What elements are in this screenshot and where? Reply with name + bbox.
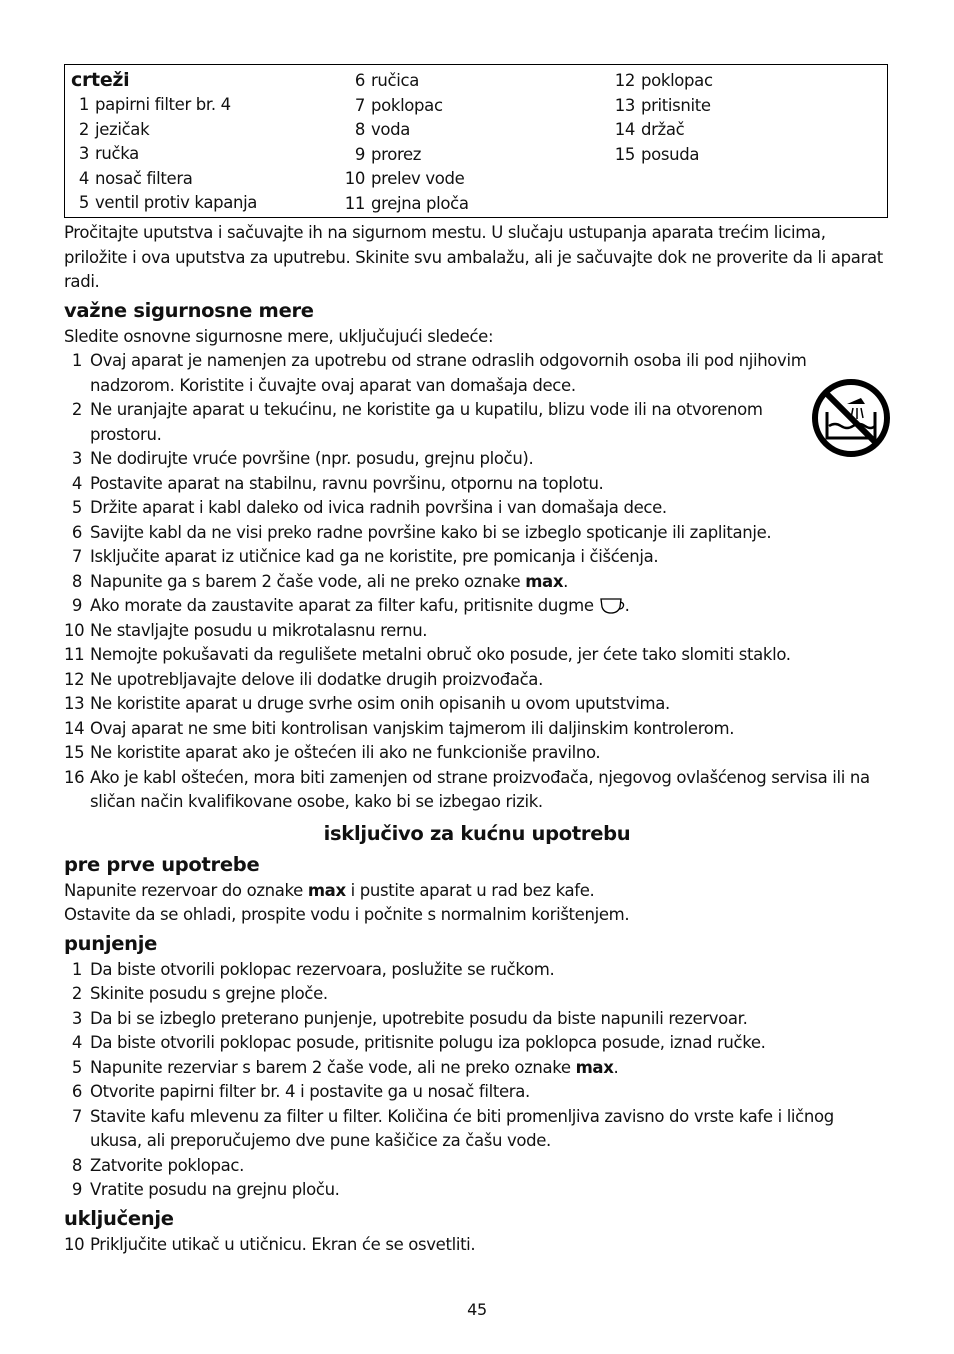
page-number: 45 — [467, 1300, 487, 1319]
part-label: poklopac — [641, 71, 713, 90]
part-number: 2 — [78, 119, 89, 139]
list-item: 3 Da bi se izbeglo preterano punjenje, upotrebite posudu da biste napunili rezervoar. — [71, 1008, 748, 1028]
list-item: 14 Ovaj aparat ne sme biti kontrolisan vanjskim tajmerom ili daljinskim kontrolerom. — [64, 718, 735, 738]
part-item — [341, 69, 469, 94]
part-item — [71, 93, 257, 118]
list-item: 7 Isključite aparat iz utičnice kad ga ne koristite, pre pomicanja i čišćenja. — [71, 547, 659, 566]
list-item: 3 Ne dodirujte vruće površine (npr. posudu, grejnu ploču). — [71, 449, 534, 468]
list-item: 5 Napunite rezerviar s barem 2 čaše vode, ali ne preko oznake max. — [71, 1057, 619, 1077]
parts-column-2 — [341, 69, 469, 216]
part-item — [71, 142, 257, 167]
part-item — [611, 118, 713, 143]
part-label: ručka — [95, 144, 139, 163]
list-item: 1 Ovaj aparat je namenjen za upotrebu od strane odraslih odgovornih osoba ili pod njihovim nadzorom. Koristite i čuvajte ovaj aparat van domašaja dece. — [71, 351, 807, 395]
part-item — [611, 143, 713, 168]
list-item: 4 Da biste otvorili poklopac posude, pritisnite polugu iza poklopca posude, iznad ručke. — [71, 1033, 766, 1052]
part-number: 9 — [354, 144, 365, 164]
part-label: ventil protiv kapanja — [95, 193, 258, 212]
part-label: ručica — [371, 71, 419, 90]
list-item: 6 Otvorite papirni filter br. 4 i postavite ga u nosač filtera. — [71, 1082, 530, 1101]
part-item — [341, 192, 469, 217]
list-item: 5 Držite aparat i kabl daleko od ivica radnih površina i van domašaja dece. — [71, 498, 667, 517]
list-item: 1 Da biste otvorili poklopac rezervoara, poslužite se ručkom. — [71, 959, 555, 979]
part-item — [611, 69, 713, 94]
part-item — [71, 167, 257, 192]
switch-on-heading: uključenje — [64, 1206, 174, 1230]
part-label: posuda — [641, 144, 700, 164]
list-item: 9 Vratite posudu na grejnu ploču. — [71, 1180, 340, 1199]
part-number: 5 — [78, 193, 89, 212]
list-item: 10 Priključite utikač u utičnicu. Ekran će se osvetliti. — [64, 1234, 476, 1254]
first-use-heading: pre prve upotrebe — [64, 852, 260, 876]
part-number: 4 — [78, 168, 89, 188]
part-label: pritisnite — [641, 95, 711, 115]
safety-lead: Sledite osnovne sigurnosne mere, uključujući sledeće: — [64, 326, 494, 346]
parts-column-3 — [611, 69, 713, 167]
safety-list — [64, 349, 890, 815]
filling-list — [64, 958, 890, 1203]
list-item: 2 Ne uranjajte aparat u tekućinu, ne koristite ga u kupatilu, blizu vode ili na otvorenom prostoru. — [71, 400, 763, 444]
list-item: 13 Ne koristite aparat u druge svrhe osim onih opisanih u ovom uputstvima. — [64, 694, 670, 713]
part-item — [611, 94, 713, 119]
list-item: 12 Ne upotrebljavajte delove ili dodatke drugih proizvođača. — [64, 669, 543, 689]
part-number: 11 — [344, 193, 365, 213]
list-item: 9 Ako morate da zaustavite aparat za filter kafu, pritisnite dugme . — [71, 596, 630, 615]
part-item — [341, 94, 469, 119]
part-item — [71, 191, 257, 216]
filling-heading: punjenje — [64, 931, 158, 955]
part-item — [341, 143, 469, 168]
part-number: 13 — [614, 95, 635, 115]
switch-on-list — [64, 1233, 890, 1258]
cup-icon — [599, 595, 625, 615]
parts-title: crteži — [71, 69, 130, 91]
part-number: 7 — [354, 95, 365, 115]
household-use-heading: isključivo za kućnu upotrebu — [323, 821, 631, 845]
list-item: 6 Savijte kabl da ne visi preko radne površine kako bi se izbeglo spoticanje ili zaplitanje. — [71, 522, 772, 542]
part-item — [71, 118, 257, 143]
part-number: 3 — [78, 144, 89, 163]
part-number: 6 — [354, 71, 365, 90]
part-number: 10 — [344, 169, 365, 188]
part-label: prelev vode — [371, 169, 465, 188]
part-label: prorez — [371, 144, 422, 164]
first-use-line: Napunite rezervoar do oznake max i pustite aparat u rad bez kafe. — [64, 880, 595, 900]
list-item: 11 Nemojte pokušavati da regulišete metalni obruč oko posude, jer ćete tako slomiti staklo. — [64, 645, 791, 664]
part-label: papirni filter br. 4 — [95, 95, 231, 114]
list-item: 2 Skinite posudu s grejne ploče. — [71, 984, 328, 1003]
intro-paragraph: Pročitajte uputstva i sačuvajte ih na sigurnom mestu. U slučaju ustupanja aparata trećim licima, priložite i ova uputstva za uputrebu. Skinite svu ambalažu, ali je sačuvajte dok ne proverite da li aparat radi. — [64, 223, 883, 291]
part-label: grejna ploča — [371, 193, 469, 213]
part-number: 12 — [614, 71, 635, 90]
parts-column-1 — [71, 67, 257, 216]
part-number: 1 — [78, 95, 89, 114]
part-label: držač — [641, 120, 685, 139]
safety-heading: važne sigurnosne mere — [64, 298, 314, 322]
list-item: 15 Ne koristite aparat ako je oštećen ili ako ne funkcioniše pravilno. — [64, 743, 601, 762]
list-item: 16 Ako je kabl oštećen, mora biti zamenjen od strane proizvođača, njegovog ovlašćenog servisa ili na sličan način kvalifikovane osobe, kako bi se izbegao rizik. — [64, 767, 870, 811]
list-item: 4 Postavite aparat na stabilnu, ravnu površinu, otpornu na toplotu. — [71, 473, 604, 493]
list-item: 8 Napunite ga s barem 2 čaše vode, ali ne preko oznake max. — [71, 571, 569, 591]
list-item: 7 Stavite kafu mlevenu za filter u filter. Količina će biti promenljiva zavisno do vrste kafe i ličnog ukusa, ali preporučujemo dve pune kašičice za čašu vode. — [71, 1106, 834, 1150]
part-number: 14 — [614, 120, 635, 139]
part-item — [341, 167, 469, 192]
first-use-line: Ostavite da se ohladi, prospite vodu i počnite s normalnim korištenjem. — [64, 905, 630, 924]
list-item: 8 Zatvorite poklopac. — [71, 1155, 245, 1175]
list-item: 10 Ne stavljajte posudu u mikrotalasnu rernu. — [64, 620, 428, 640]
part-number: 8 — [354, 120, 365, 139]
part-label: poklopac — [371, 95, 443, 115]
part-item — [341, 118, 469, 143]
part-label: nosač filtera — [95, 168, 193, 188]
part-number: 15 — [614, 144, 635, 164]
main-content — [64, 221, 890, 1257]
parts-legend-box — [64, 64, 888, 218]
part-label: jezičak — [95, 119, 150, 139]
part-label: voda — [371, 120, 411, 139]
